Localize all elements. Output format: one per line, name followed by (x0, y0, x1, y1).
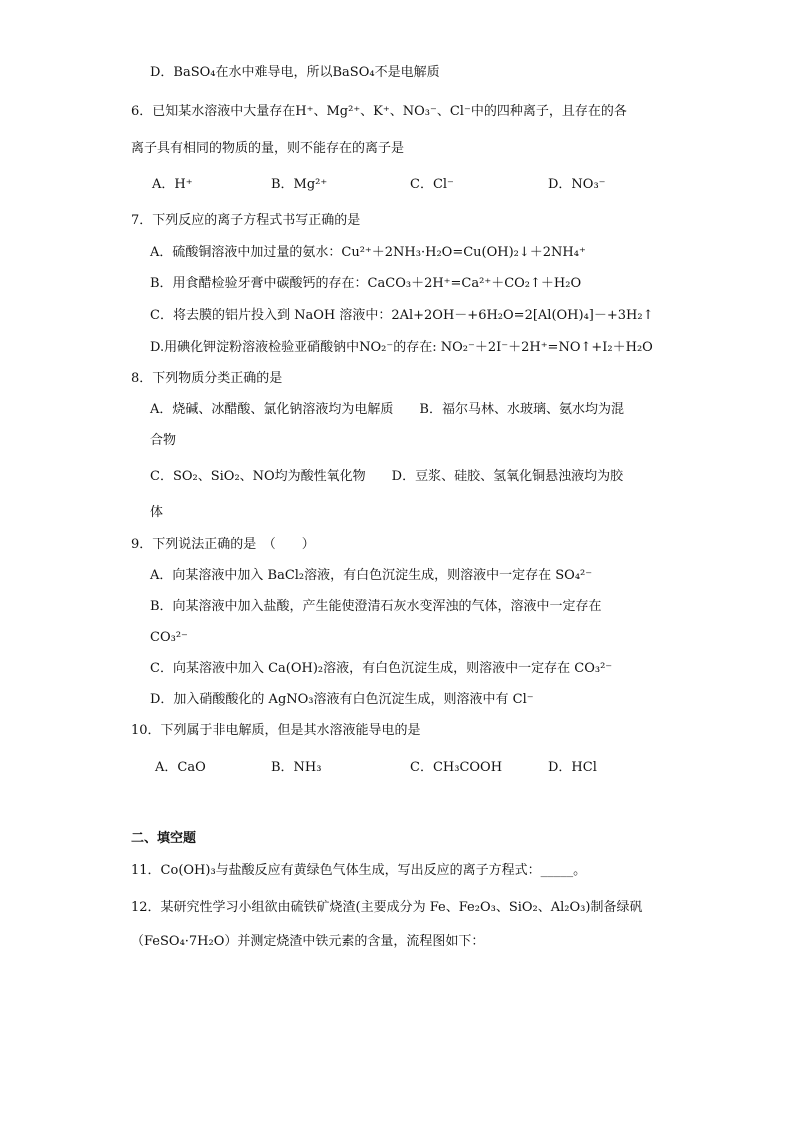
q11-stem: 11．Co(OH)₃与盐酸反应有黄绿色气体生成，写出反应的离子方程式：_____。 (131, 863, 587, 878)
q6-option-b: B．Mg²⁺ (271, 177, 328, 192)
q10-option-c: C．CH₃COOH (410, 760, 503, 775)
q6-option-d: D．NO₃⁻ (548, 177, 606, 192)
q8-options-cd: C．SO₂、SiO₂、NO均为酸性氧化物 D．豆浆、硅胶、氢氧化铜悬浊液均为胶 (150, 469, 624, 484)
q9-option-d: D．加入硝酸酸化的 AgNO₃溶液有白色沉淀生成，则溶液中有 Cl⁻ (150, 692, 534, 707)
q9-stem: 9．下列说法正确的是 （ ） (131, 537, 315, 552)
q8-options-cd-cont: 体 (150, 505, 164, 520)
q8-stem: 8．下列物质分类正确的是 (131, 371, 283, 386)
q9-option-b: B．向某溶液中加入盐酸，产生能使澄清石灰水变浑浊的气体，溶液中一定存在 (150, 599, 602, 614)
q10-stem: 10．下列属于非电解质，但是其水溶液能导电的是 (131, 723, 421, 738)
q9-option-a: A．向某溶液中加入 BaCl₂溶液，有白色沉淀生成，则溶液中一定存在 SO₄²⁻ (150, 568, 593, 583)
q6-stem-line1: 6．已知某水溶液中大量存在H⁺、Mg²⁺、K⁺、NO₃⁻、Cl⁻中的四种离子，且存在的各 (131, 104, 627, 119)
q12-stem-line1: 12．某研究性学习小组欲由硫铁矿烧渣(主要成分为 Fe、Fe₂O₃、SiO₂、Al₂O₃)制备绿矾 (131, 900, 643, 915)
q7-option-a: A．硫酸铜溶液中加过量的氨水：Cu²⁺＋2NH₃·H₂O=Cu(OH)₂↓＋2NH₄⁺ (150, 245, 586, 260)
q10-option-a: A．CaO (155, 760, 206, 775)
q7-option-b: B．用食醋检验牙膏中碳酸钙的存在：CaCO₃＋2H⁺=Ca²⁺＋CO₂↑＋H₂O (150, 276, 582, 291)
q6-option-a: A．H⁺ (152, 177, 193, 192)
q10-option-d: D．HCl (548, 760, 597, 775)
q7-option-d: D.用碘化钾淀粉溶液检验亚硝酸钠中NO₂⁻的存在: NO₂⁻＋2I⁻＋2H⁺=NO↑+I₂＋H₂O (150, 340, 653, 355)
q7-option-c: C．将去膜的铝片投入到 NaOH 溶液中：2Al+2OH－+6H₂O=2[Al(OH)₄]－+3H₂↑ (150, 308, 654, 323)
q8-options-ab-cont: 合物 (150, 433, 177, 448)
q5-option-d: D．BaSO₄在水中难导电，所以BaSO₄不是电解质 (150, 65, 440, 80)
q6-stem-line2: 离子具有相同的物质的量，则不能存在的离子是 (131, 141, 405, 156)
q9-option-c: C．向某溶液中加入 Ca(OH)₂溶液，有白色沉淀生成，则溶液中一定存在 CO₃²⁻ (150, 661, 613, 676)
q12-stem-line2: （FeSO₄·7H₂O）并测定烧渣中铁元素的含量，流程图如下： (131, 934, 485, 949)
q6-option-c: C．Cl⁻ (410, 177, 454, 192)
section-heading-fill-in: 二、填空题 (131, 831, 197, 846)
q10-option-b: B．NH₃ (271, 760, 322, 775)
q8-options-ab: A．烧碱、冰醋酸、氯化钠溶液均为电解质 B．福尔马林、水玻璃、氨水均为混 (150, 402, 624, 417)
q7-stem: 7．下列反应的离子方程式书写正确的是 (131, 213, 361, 228)
q9-option-b-cont: CO₃²⁻ (150, 630, 188, 645)
